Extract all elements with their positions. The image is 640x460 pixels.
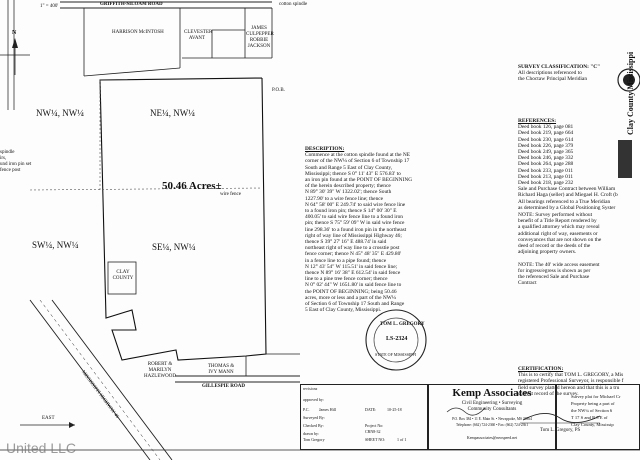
- approved-label: approved by:: [303, 397, 324, 402]
- surveyed-label: Surveyed By:: [303, 415, 325, 420]
- note-line: deed of record or the deeds of the: [518, 243, 591, 250]
- griffith-siloam-road: [60, 2, 272, 8]
- notes-block: [518, 212, 601, 286]
- owner-hazlewood-label: ROBERT & MARILYN HAZLEWOOD: [144, 362, 176, 379]
- cotton-spindle-label: cotton spindle: [279, 2, 308, 7]
- acreage-label: 50.46 Acres±: [162, 180, 222, 192]
- note-line: for ingress/egress is shown as per: [518, 267, 591, 274]
- description-line: 5 East of Clay County, Mississippi.: [305, 307, 382, 314]
- description-line: to a found iron pin; thence S 14° 00' 30" E: [305, 208, 397, 215]
- watermark: United LLC: [6, 440, 77, 456]
- reference-line: Deed book 246, page 332: [518, 155, 574, 162]
- reference-line: Deed book 219, page 664: [518, 130, 574, 137]
- note-line: NOTE: The 40' wide access easement: [518, 261, 600, 268]
- plat-desc-5: Clay County, Mississip: [571, 422, 614, 427]
- description-line: N 89° 30' 39" W 1322.02'; thence South: [305, 189, 392, 196]
- description-line: thence N 89° 16' 38" E 612.54' in said fence: [305, 270, 401, 277]
- references-block: [518, 118, 618, 211]
- title-block-description: [556, 384, 640, 450]
- reference-line: as determined by a Global Positioning Syster: [518, 204, 616, 211]
- seal-state: STATE OF MISSISSIPPI: [375, 352, 417, 357]
- pc-value: James Hill: [319, 407, 336, 412]
- reference-line: Deed book 249, page 365: [518, 149, 574, 156]
- description-line: N 0° 02' 44" W 1651.80' in said fence line to: [305, 282, 402, 289]
- firm-line-1: Civil Engineering • Surveying: [461, 401, 523, 406]
- quarter-section-lines: [30, 80, 262, 190]
- note-line: adjoining property owners.: [518, 249, 577, 256]
- date-value: 10-25-18: [387, 407, 402, 412]
- note-line: additional right of way, easements or: [518, 230, 598, 237]
- checked-label: Checked By:: [303, 423, 324, 428]
- description-heading: DESCRIPTION:: [305, 146, 345, 152]
- signer-name: Tom L. Gregory, PS: [540, 428, 581, 433]
- certification-heading: CERTIFICATION:: [518, 366, 564, 372]
- description-line: South and Range 5 East of Clay County,: [305, 164, 393, 171]
- description-line: N 12° 43' 54" W 115.51' in said fence line;: [305, 263, 398, 270]
- description-line: Mississippi; thence S 0° 11' 43" E 576.83' to: [305, 170, 401, 177]
- reference-line: Deed book 230, page 614: [518, 136, 574, 143]
- margin-county-label: Clay County Mississippi: [626, 51, 635, 135]
- description-line: line to a pine tree fence corner; thence: [305, 276, 388, 283]
- north-arrow-icon: [0, 38, 30, 75]
- description-line: N 64° 58' 00" E 249.74' to said wire fence line: [305, 201, 406, 208]
- title-block-left: [300, 384, 428, 450]
- note-line: benefit of a Title Report rendered by: [518, 218, 597, 225]
- drawn-label: drawn by:: [303, 431, 320, 436]
- note-line: conveyances that are not shown on the: [518, 236, 602, 243]
- owner-clay-county-label: CLAY COUNTY: [112, 270, 134, 281]
- reference-line: Sale and Purchase Contract between William: [518, 186, 616, 193]
- description-line: in a fence line to a pipe found; thence: [305, 257, 387, 264]
- bottom-road-label: GILLESPIE ROAD: [202, 384, 245, 389]
- description-line: the POINT OF BEGINNING; being 50.46: [305, 288, 397, 295]
- seal-name: TOM L. GREGORY: [380, 322, 425, 327]
- quarter-sw-label: SW¼, NW¼: [32, 240, 79, 250]
- firm-name: Kemp Associates: [452, 387, 532, 399]
- description-line: Commence at the cotton spindle found at the NE: [305, 152, 411, 159]
- plat-desc-3: the NW¼ of Section 6: [571, 408, 613, 413]
- scale-note: 1" = 400': [40, 4, 59, 9]
- reference-line: Deed book 264, page 288: [518, 161, 574, 168]
- reference-line: Deed book 213, page 011: [518, 173, 574, 180]
- note-line: a qualified attorney which may reveal: [518, 224, 600, 231]
- gillespie-road: [175, 376, 300, 382]
- reference-line: Deed book 126, page 081: [518, 124, 574, 131]
- description-line: an iron pin found at the POINT OF BEGINNING: [305, 177, 413, 184]
- description-line: thence S 39° 27' 16" E 488.74' in said: [305, 239, 387, 246]
- mississippi-highway-46: [30, 300, 172, 460]
- owner-thomas-label: THOMAS & IVY MANN: [207, 364, 235, 375]
- certification-line: registered Professional Surveyor, is responsible f: [518, 378, 624, 385]
- reference-line: Deed book 226, page 379: [518, 142, 574, 149]
- note-line: NOTE: Survey performed without: [518, 212, 593, 218]
- note-line: the referenced Sale and Purchase: [518, 274, 590, 281]
- parcel-boundary: [100, 78, 266, 360]
- certification-line: This is to certify that TOM L. GREGORY, a Mis: [518, 372, 624, 379]
- east-label: EAST: [42, 416, 55, 421]
- firm-phone: Telephone: (662) 724-2360 • Fax: (662) 724-2361: [455, 423, 529, 427]
- firm-line-2: Community Consultants: [467, 407, 517, 412]
- north-label: N: [12, 30, 17, 36]
- note-line: Contract: [518, 280, 537, 287]
- adjoining-lots-top: [84, 8, 272, 76]
- certification-line: correct record of the survey.: [518, 390, 579, 397]
- description-line: northeast right of way line to a crosstie post: [305, 245, 400, 252]
- certification-line: field survey platted hereon and that this is a tru: [518, 384, 620, 391]
- description-line: 1227.90' to a wire fence line; thence: [305, 195, 384, 202]
- description-line: of the herein described property; thence: [305, 183, 391, 190]
- description-line: line 298.36' to a found iron pin in the northeast: [305, 226, 407, 233]
- description-line: corner of the NW¼ of Section 6 of Township 17: [305, 158, 410, 165]
- quarter-ne-label: NE¼, NW¼: [150, 108, 195, 118]
- firm-address: P.O. Box 384 • 11 E. Main St. • Newsppoke, MS 39364: [452, 417, 532, 421]
- description-line: fence corner; thence N 45° 48' 35" E 429.80': [305, 251, 402, 258]
- plat-desc-2: Property being a part of: [571, 401, 615, 406]
- owner-avant-label: CLEVESTER AVANT: [184, 30, 213, 41]
- top-road-label: GRIFFITH-SILOAM ROAD: [100, 2, 163, 7]
- title-block-firm: [428, 384, 556, 450]
- plat-desc-4: T 17 S and R 5 E of: [571, 415, 608, 420]
- description-line: of Section 6 of Township 17 South and Range: [305, 301, 405, 308]
- description-line: right of way line of Mississippi Highway 46;: [305, 232, 402, 239]
- seal-number: LS-2324: [386, 336, 408, 342]
- reference-line: Deed book 218, page 232: [518, 180, 574, 187]
- plat-desc-1: Survey plat for Michael Cr: [571, 394, 621, 399]
- description-line: acres, more or less and a part of the NW¼: [305, 294, 396, 301]
- left-note: spindle irs, und iron pin set fence post: [0, 150, 32, 173]
- quarter-nw-label: NW¼, NW¼: [36, 108, 84, 118]
- reference-line: All bearings referenced to a True Meridian: [518, 198, 611, 205]
- highway-label: MISSISSIPPI HIGHWAY 46: [80, 370, 120, 420]
- project-value: CRN8-32: [365, 429, 381, 434]
- description-line: pin; thence S 75° 59' 09" W in said wire fence: [305, 220, 405, 227]
- firm-email: Kempassociates@neospeed.net: [466, 435, 518, 440]
- classification-line-2: the Choctaw Principal Meridian: [518, 76, 588, 83]
- references-heading: REFERENCES:: [518, 118, 557, 124]
- project-label: Project No:: [365, 423, 384, 428]
- east-arrow-icon: [20, 422, 75, 428]
- reference-line: Richard Haga (seller) and Miegael H. Croft (b: [518, 192, 618, 199]
- owner-culpepper-label: JAMES CULPEPPER ROBBIE JACKSON: [246, 26, 274, 49]
- revisions-label: revisions: [303, 386, 318, 391]
- date-label: DATE:: [365, 407, 377, 412]
- legal-description: [305, 146, 455, 313]
- survey-classification: [518, 64, 600, 83]
- description-line: 400.05' to said wire fence line to a found iron: [305, 214, 403, 221]
- reference-line: Deed book 233, page 011: [518, 167, 574, 174]
- pc-label: P.C.: [303, 407, 310, 412]
- classification-heading: SURVEY CLASSIFICATION: "C": [518, 64, 601, 70]
- classification-line-1: All descriptions referenced to: [518, 70, 582, 77]
- drawn-value: Tom Gregory: [303, 437, 325, 442]
- pob-label: P.O.B.: [272, 88, 285, 93]
- sheet-value: 1 of 1: [397, 437, 407, 442]
- quarter-se-label: SE¼, NW¼: [152, 242, 196, 252]
- margin-block: [618, 140, 632, 178]
- sheet-label: SHEET NO:: [365, 437, 386, 442]
- wire-fence-label: wire fence: [220, 192, 241, 197]
- owner-harrison-label: HARRISON McINTOSH: [112, 30, 164, 35]
